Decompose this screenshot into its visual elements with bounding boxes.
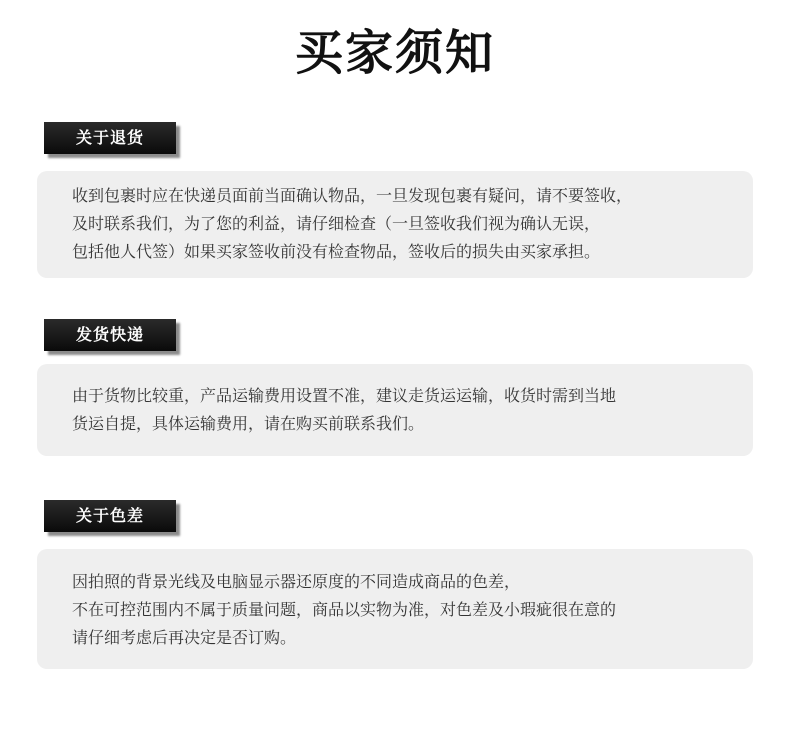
section-heading-returns: 关于退货 [44,122,176,154]
body-line: 不在可控范围内不属于质量问题，商品以实物为准，对色差及小瑕疵很在意的 [72,600,617,619]
body-line: 包括他人代签）如果买家签收前没有检查物品，签收后的损失由买家承担。 [72,242,601,261]
section-heading-color-difference: 关于色差 [44,500,176,532]
body-line: 由于货物比较重，产品运输费用设置不准，建议走货运运输，收货时需到当地 [72,386,617,405]
body-line: 货运自提，具体运输费用，请在购买前联系我们。 [72,414,425,433]
body-line: 收到包裹时应在快递员面前当面确认物品，一旦发现包裹有疑问，请不要签收， [72,186,633,205]
page-title: 买家须知 [294,25,495,81]
section-body-color-difference [37,549,753,669]
body-line: 请仔细考虑后再决定是否订购。 [72,628,297,647]
body-line: 因拍照的背景光线及电脑显示器还原度的不同造成商品的色差， [72,572,521,591]
section-heading-shipping: 发货快递 [44,319,176,351]
body-line: 及时联系我们，为了您的利益，请仔细检查（一旦签收我们视为确认无误， [72,214,601,233]
section-body-returns [37,171,753,278]
section-body-shipping [37,364,753,456]
